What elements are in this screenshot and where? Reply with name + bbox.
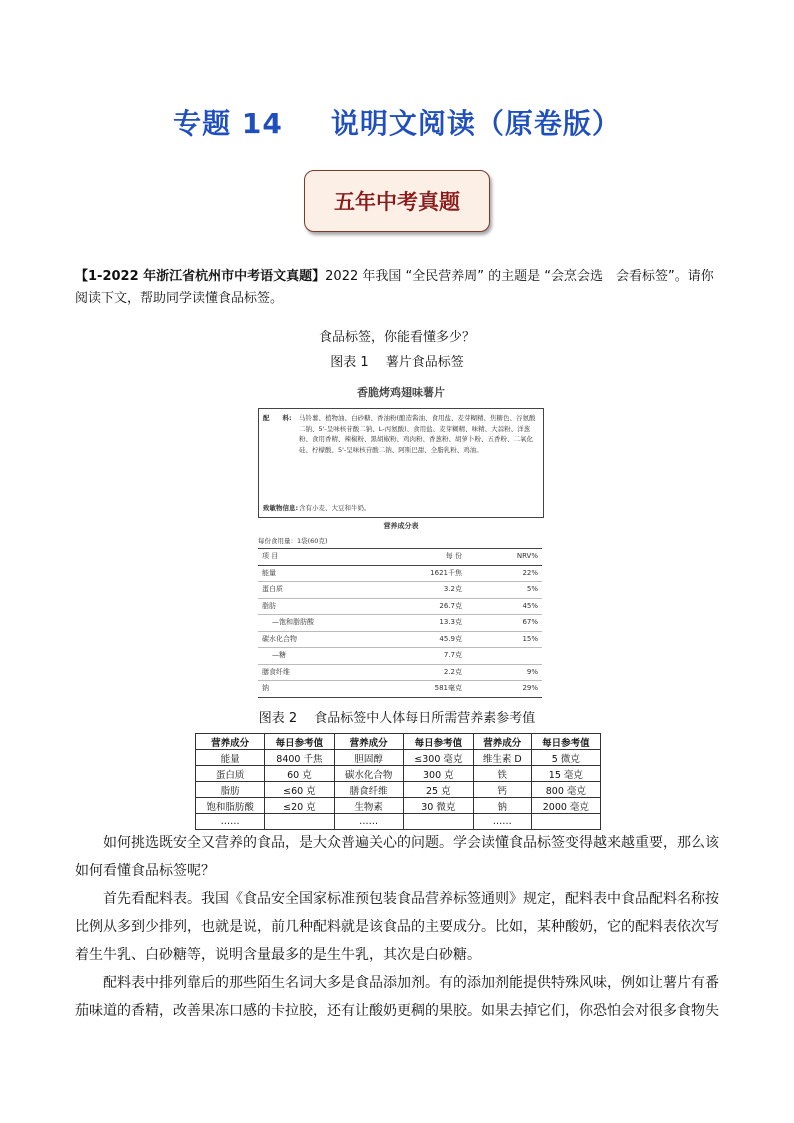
reference-value-cell: 2000 毫克 (531, 798, 600, 814)
nutrition-row (258, 615, 542, 632)
nutrient-value: 3.2克 (443, 585, 462, 593)
nutrition-table (258, 548, 542, 698)
nutrient-value: 26.7克 (439, 601, 462, 610)
nutrient-cell: …… (334, 814, 403, 830)
header-cell: 每日参考值 (403, 734, 473, 750)
serving-size: 每份食用量：1袋(60克) (258, 537, 328, 545)
ingredients-list: 马铃薯、植物油、白砂糖、香油粉(酿造酱油、食用盐、麦芽糊精、焦糖色、谷氨酸二钠、5'-呈味核苷酸二钠、L-丙氨酸)、食用盐、麦芽糊精、味精、大蒜粉、洋葱粉、食用香精、辣椒粉、黑胡椒粉、鸡肉粉、香葱粉、胡萝卜粉、五香粉、二氧化硅、柠檬酸、5'-呈味核苷酸二钠、阿斯巴甜、全脂乳粉、鸡油。 (299, 414, 536, 454)
nutrition-row (258, 648, 542, 665)
nutrition-title: 营养成分表 (383, 522, 419, 530)
nutrient-value: 13.3克 (439, 618, 462, 626)
nutrient-value: 7.7克 (443, 651, 462, 659)
nutrient-name: 膳食纤维 (262, 667, 290, 676)
nutrition-header-item: 项 目 (262, 552, 279, 560)
intro-text: 2022 年我国 “全民营养周” 的主题是 “会烹会选 会看标签”。请你阅读下文，帮助同学读懂食品标签。 (75, 269, 714, 306)
nutrition-row (258, 599, 542, 616)
nutrient-name: 碳水化合物 (262, 634, 297, 643)
body-paragraph-2: 首先看配料表。我国《食品安全国家标准预包装食品营养标签通则》规定，配料表中食品配料名称按比例从多到少排列，也就是说，前几种配料就是该食品的主要成分。比如，某种酸奶，它的配料表依次写着生牛乳、白砂糖等，说明含量最多的是生牛乳，其次是白砂糖。 (75, 891, 719, 963)
nutrient-cell: 能量 (196, 750, 265, 766)
reference-value-cell: 8400 千焦 (265, 750, 334, 766)
nutrient-nrv: 45% (522, 601, 538, 610)
reference-value-cell (403, 814, 473, 830)
nutrient-cell: 钙 (473, 782, 531, 798)
reference-value-cell: ≤60 克 (265, 782, 334, 798)
allergen-key: 致敏物信息: (263, 504, 299, 512)
body-paragraph-1: 如何挑选既安全又营养的食品，是大众普遍关心的问题。学会读懂食品标签变得越来越重要，那么该如何看懂食品标签呢？ (75, 835, 719, 879)
nutrition-row (258, 566, 542, 583)
figure1-caption: 图表 1 薯片食品标签 (330, 355, 464, 370)
question-source: 【1-2022 年浙江省杭州市中考语文真题】 (75, 269, 326, 284)
nutrient-name: —糖 (272, 651, 286, 659)
nutrition-header-row (258, 549, 542, 566)
header-cell: 每日参考值 (531, 734, 600, 750)
nutrient-value: 2.2克 (443, 667, 462, 676)
nutrient-nrv: 5% (526, 585, 538, 593)
nutrient-name: 脂肪 (262, 601, 276, 610)
nutrient-cell: 胆固醇 (334, 750, 403, 766)
nutrient-cell: 饱和脂肪酸 (196, 798, 265, 814)
reference-row (196, 782, 601, 798)
header-cell: 营养成分 (196, 734, 265, 750)
nutrient-nrv: 15% (522, 634, 538, 643)
reference-value-cell: 5 微克 (531, 750, 600, 766)
ingredients-key: 配 料: (263, 414, 292, 422)
header-cell: 每日参考值 (265, 734, 334, 750)
article-title: 食品标签，你能看懂多少？ (318, 330, 475, 345)
nutrient-cell: 生物素 (334, 798, 403, 814)
intro-paragraph (75, 266, 725, 310)
reference-value-cell: 300 克 (403, 766, 473, 782)
header-cell: 营养成分 (473, 734, 531, 750)
nutrient-value: 1621千焦 (430, 568, 462, 577)
nutrient-name: —饱和脂肪酸 (272, 618, 314, 626)
nutrition-row (258, 632, 542, 649)
reference-value-cell: 800 毫克 (531, 782, 600, 798)
page-title (0, 102, 794, 142)
nutrient-value: 45.9克 (439, 634, 462, 643)
product-name: 香脆烤鸡翅味薯片 (357, 386, 445, 399)
nutrient-name: 蛋白质 (262, 585, 283, 593)
nutrient-cell: 钠 (473, 798, 531, 814)
nutrition-row (258, 582, 542, 599)
nutrient-cell: 碳水化合物 (334, 766, 403, 782)
reference-value-cell (531, 814, 600, 830)
figure2-caption: 图表 2 食品标签中人体每日所需营养素参考值 (258, 711, 536, 726)
nutrient-nrv: 9% (526, 667, 538, 676)
nutrient-cell: 蛋白质 (196, 766, 265, 782)
allergen-info: 含有小麦、大豆和牛奶。 (299, 504, 371, 512)
title-topic-name: 说明文阅读（原卷版） (330, 107, 621, 140)
nutrient-name: 能量 (262, 568, 276, 577)
nutrition-header-nrv: NRV% (516, 552, 538, 560)
ingredients-box (258, 408, 544, 518)
reference-value-cell: 25 克 (403, 782, 473, 798)
reference-value-cell: 30 微克 (403, 798, 473, 814)
title-topic-number: 专题 14 (173, 107, 283, 140)
reference-value-cell (265, 814, 334, 830)
reference-value-cell: ≤300 毫克 (403, 750, 473, 766)
section-badge: 五年中考真题 (304, 170, 490, 232)
nutrient-cell: 铁 (473, 766, 531, 782)
nutrient-nrv: 29% (522, 684, 538, 692)
reference-value-cell: 60 克 (265, 766, 334, 782)
reference-value-cell: 15 毫克 (531, 766, 600, 782)
reference-value-cell: ≤20 克 (265, 798, 334, 814)
nutrient-cell: …… (196, 814, 265, 830)
nutrition-row (258, 665, 542, 682)
chip-food-label (258, 378, 544, 690)
nutrient-cell: …… (473, 814, 531, 830)
nutrient-name: 钠 (262, 684, 269, 692)
nutrient-cell: 脂肪 (196, 782, 265, 798)
nutrition-header-per-serving: 每 份 (445, 552, 462, 560)
body-paragraph-3: 配料表中排列靠后的那些陌生名词大多是食品添加剂。有的添加剂能提供特殊风味，例如让薯片有番茄味道的香精，改善果冻口感的卡拉胶，还有让酸奶更稠的果胶。如果去掉它们，你恐怕会对很多食物失 (75, 975, 719, 1019)
reference-row (196, 798, 601, 814)
nutrient-value: 581毫克 (434, 684, 462, 692)
nutrient-cell: 维生素 D (473, 750, 531, 766)
reference-values-table (195, 733, 601, 830)
reference-row (196, 750, 601, 766)
header-cell: 营养成分 (334, 734, 403, 750)
reference-header-row (196, 734, 601, 750)
nutrient-cell: 膳食纤维 (334, 782, 403, 798)
nutrition-row (258, 681, 542, 697)
reference-row (196, 766, 601, 782)
nutrient-nrv (462, 648, 542, 664)
nutrient-nrv: 22% (522, 568, 538, 577)
nutrient-nrv: 67% (522, 618, 538, 626)
reference-row (196, 814, 601, 830)
